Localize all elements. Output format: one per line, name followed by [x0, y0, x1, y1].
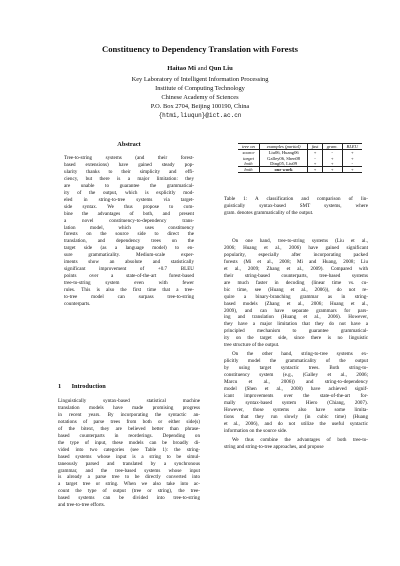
text-line: 2009), and can have separate grammars for pars-: [224, 307, 368, 314]
table-cell: -: [308, 156, 323, 161]
affiliation-line: P.O. Box 2704, Beijing 100190, China: [150, 103, 250, 110]
text-line: Table 1: A classification and comparison of lin-: [224, 196, 368, 202]
right-column-body: [224, 238, 368, 451]
abstract-body: [64, 155, 194, 308]
text-line: et al., 2006), and do not utilize the useful syntactic: [224, 420, 368, 427]
author-name: Haitao Mi: [167, 65, 196, 72]
text-line: based extensions) have gained steady pop-: [64, 161, 194, 168]
table-cell: source: [238, 150, 259, 156]
text-line: notations of parse trees from both or either side(s): [58, 418, 200, 425]
text-line: vided into two categories (see Table 1): the string-: [58, 446, 200, 453]
table-cell: target: [238, 156, 259, 161]
affiliation-line: Institute of Computing Technology: [155, 85, 245, 92]
text-line: ing and translation (Huang et al., 2006). However,: [224, 314, 368, 321]
text-line: Marcu et al., 2006)) and string-to-dependency: [224, 379, 368, 386]
text-line: information on the source side.: [224, 427, 288, 434]
text-line: icant improvements over the state-of-the-art for-: [224, 392, 368, 399]
text-line: However, those systems also have some limita-: [224, 406, 368, 413]
text-line: a novel constituency-to-dependency trans-: [64, 217, 194, 224]
text-line: bine the advantages of both, and present: [64, 210, 194, 217]
text-line: 2006; Huang et al., 2006) have gained significant: [224, 244, 368, 251]
text-line: On the other hand, string-to-tree systems ex-: [232, 351, 368, 358]
text-line: popularity, especially after incorporating packed: [224, 251, 368, 258]
affiliation-line: Chinese Academy of Sciences: [161, 94, 239, 101]
text-line: We thus combine the advantages of both tree-to-: [232, 436, 368, 443]
table-cell: both: [238, 161, 259, 167]
text-line: target side (as a language model) to en-: [64, 245, 194, 252]
text-line: ity on the target side, since there is no linguistic: [224, 335, 368, 342]
table-cell: +: [308, 167, 323, 173]
table-cell: +: [350, 155, 354, 161]
text-line: their string-based counterparts, tree-based systems: [224, 272, 368, 279]
paragraph: [224, 238, 368, 349]
table-cell: Ding05, Liu09: [259, 161, 307, 167]
text-line: iments show an absolute and statistically: [64, 259, 194, 266]
table-caption: [224, 196, 368, 217]
text-line: counterparts.: [64, 301, 91, 308]
introduction-body: [58, 398, 200, 509]
abstract-heading: Abstract: [117, 141, 141, 148]
text-line: gram. denotes grammaticality of the output.: [224, 209, 314, 216]
text-line: guistically syntax-based SMT systems, where: [224, 202, 368, 209]
text-line: based systems whose input is a string to be simul-: [58, 453, 200, 460]
text-line: translation models have made promising progress: [58, 404, 200, 411]
text-line: taneously parsed and translated by a synchronous: [58, 460, 200, 467]
text-line: principled mechanism to guarantee grammatical-: [224, 328, 368, 335]
text-line: forests on the source side to direct the: [64, 231, 194, 238]
text-line: sure grammaticality. Medium-scale exper-: [64, 252, 194, 259]
text-line: are unable to guarantee the grammatical-: [64, 182, 194, 189]
text-line: grammar, and the tree-based systems whose input: [58, 467, 200, 474]
table-header-cell: tree on: [238, 144, 259, 150]
text-line: et al., 2009; Zhang et al., 2009). Compared with: [224, 265, 368, 272]
author-email: {htmi,liuqun}@ict.ac.cn: [158, 112, 242, 119]
text-line: count the type of output (tree or string), the tree-: [58, 488, 200, 495]
text-line: of the bitext, they are believed better than phrase-: [58, 425, 200, 432]
text-line: ity of the output, which is explicitly mod-: [64, 189, 194, 196]
paper-title: Constituency to Dependency Translation with Forests: [102, 44, 298, 54]
text-line: a target tree or string. When we also take into ac-: [58, 481, 200, 488]
text-line: model (Shen et al., 2008) have achieved signif-: [224, 386, 368, 393]
table-cell: +: [350, 150, 354, 156]
text-line: translation, and dependency trees on the: [64, 238, 194, 245]
text-line: ciency, but there is a major limitation: they: [64, 175, 194, 182]
text-line: by using target syntactic trees. Both string-to-: [224, 365, 368, 372]
table-cell: our work: [259, 167, 307, 173]
text-line: forests (Mi et al., 2008; Mi and Huang, 2008; Liu: [224, 258, 368, 265]
comparison-table: [238, 143, 362, 173]
text-line: ularity thanks to their simplicity and effi-: [64, 168, 194, 175]
text-line: quire a binary-branching grammar as in string-: [224, 293, 368, 300]
table-cell: +: [322, 167, 342, 173]
table-cell: +: [342, 167, 362, 173]
affiliation-block: [0, 75, 400, 120]
paragraph: [224, 351, 368, 434]
text-line: tions that they run slowly (in cubic time) (Huang: [224, 413, 368, 420]
text-line: in recent years. By incorporating the syntactic an-: [58, 411, 200, 418]
table-cell: -: [322, 150, 342, 156]
text-line: to-tree model can surpass tree-to-string: [64, 294, 194, 301]
section-number: 1: [58, 383, 62, 390]
text-line: lation model, which uses constituency: [64, 224, 194, 231]
table-cell: Liu06, Huang06: [259, 150, 307, 156]
table-header-cell: fast: [308, 144, 323, 150]
text-line: points over a state-of-the-art forest-based: [64, 273, 194, 280]
text-line: tree-to-string system even with fewer: [64, 280, 194, 287]
text-line: string and string-to-tree approaches, and propose: [224, 443, 324, 450]
table-cell: +: [322, 161, 342, 167]
text-line: rules. This is also the first time that a tree-: [64, 287, 194, 294]
table-cell: +: [308, 161, 323, 167]
author-name: Qun Liu: [208, 65, 233, 72]
text-line: based counterparts in reorderings. Depending on: [58, 432, 200, 439]
text-line: bic time, see (Huang et al., 2006)), do not re-: [224, 286, 368, 293]
table-cell: +: [308, 150, 323, 156]
text-line: are much faster in decoding (linear time vs. cu-: [224, 279, 368, 286]
text-line: the type of input, these models can be broadly di-: [58, 439, 200, 446]
affiliation-line: Key Laboratory of Intelligent Information Processing: [131, 76, 269, 83]
table-header-cell: gram.: [322, 144, 342, 150]
section-heading-introduction: [58, 383, 106, 390]
text-line: based models (Zhang et al., 2006; Huang et al.,: [224, 300, 368, 307]
text-line: side syntax. We thus propose to com-: [64, 203, 194, 210]
table-cell: -: [351, 160, 354, 166]
author-line: [0, 65, 400, 72]
table-cell: +: [322, 156, 342, 161]
author-conjunction: and: [197, 65, 208, 72]
text-line: significant improvement of +0.7 BLEU: [64, 266, 194, 273]
text-line: On one hand, tree-to-string systems (Liu et al.,: [232, 238, 368, 244]
table-row: [238, 167, 362, 173]
text-line: eled in string-to-tree systems via target-: [64, 196, 194, 203]
table-header-cell: examples (partial): [259, 144, 307, 150]
table-cell: Galley06, Shen08: [259, 156, 307, 161]
section-title: Introduction: [71, 383, 106, 390]
text-line: Tree-to-string systems (and their forest-: [64, 155, 194, 161]
text-line: and tree-to-tree efforts.: [58, 502, 105, 509]
table-cell: both: [238, 167, 259, 173]
table-header-cell: BLEU: [342, 144, 362, 150]
text-line: mally syntax-based system Hiero (Chiang, 2007).: [224, 399, 368, 406]
text-line: based systems can be divided into tree-to-string: [58, 495, 200, 502]
text-line: they have a major limitation that they do not have a: [224, 321, 368, 328]
text-line: Linguistically syntax-based statistical machine: [58, 398, 200, 404]
text-line: constituency system (e.g., (Galley et al., 2006;: [224, 372, 368, 379]
text-line: is already a parse tree to be directly converted into: [58, 474, 200, 481]
text-line: tree structure of the output.: [224, 342, 280, 349]
paragraph: [224, 437, 368, 451]
text-line: plicitly model the grammaticality of the output: [224, 358, 368, 365]
